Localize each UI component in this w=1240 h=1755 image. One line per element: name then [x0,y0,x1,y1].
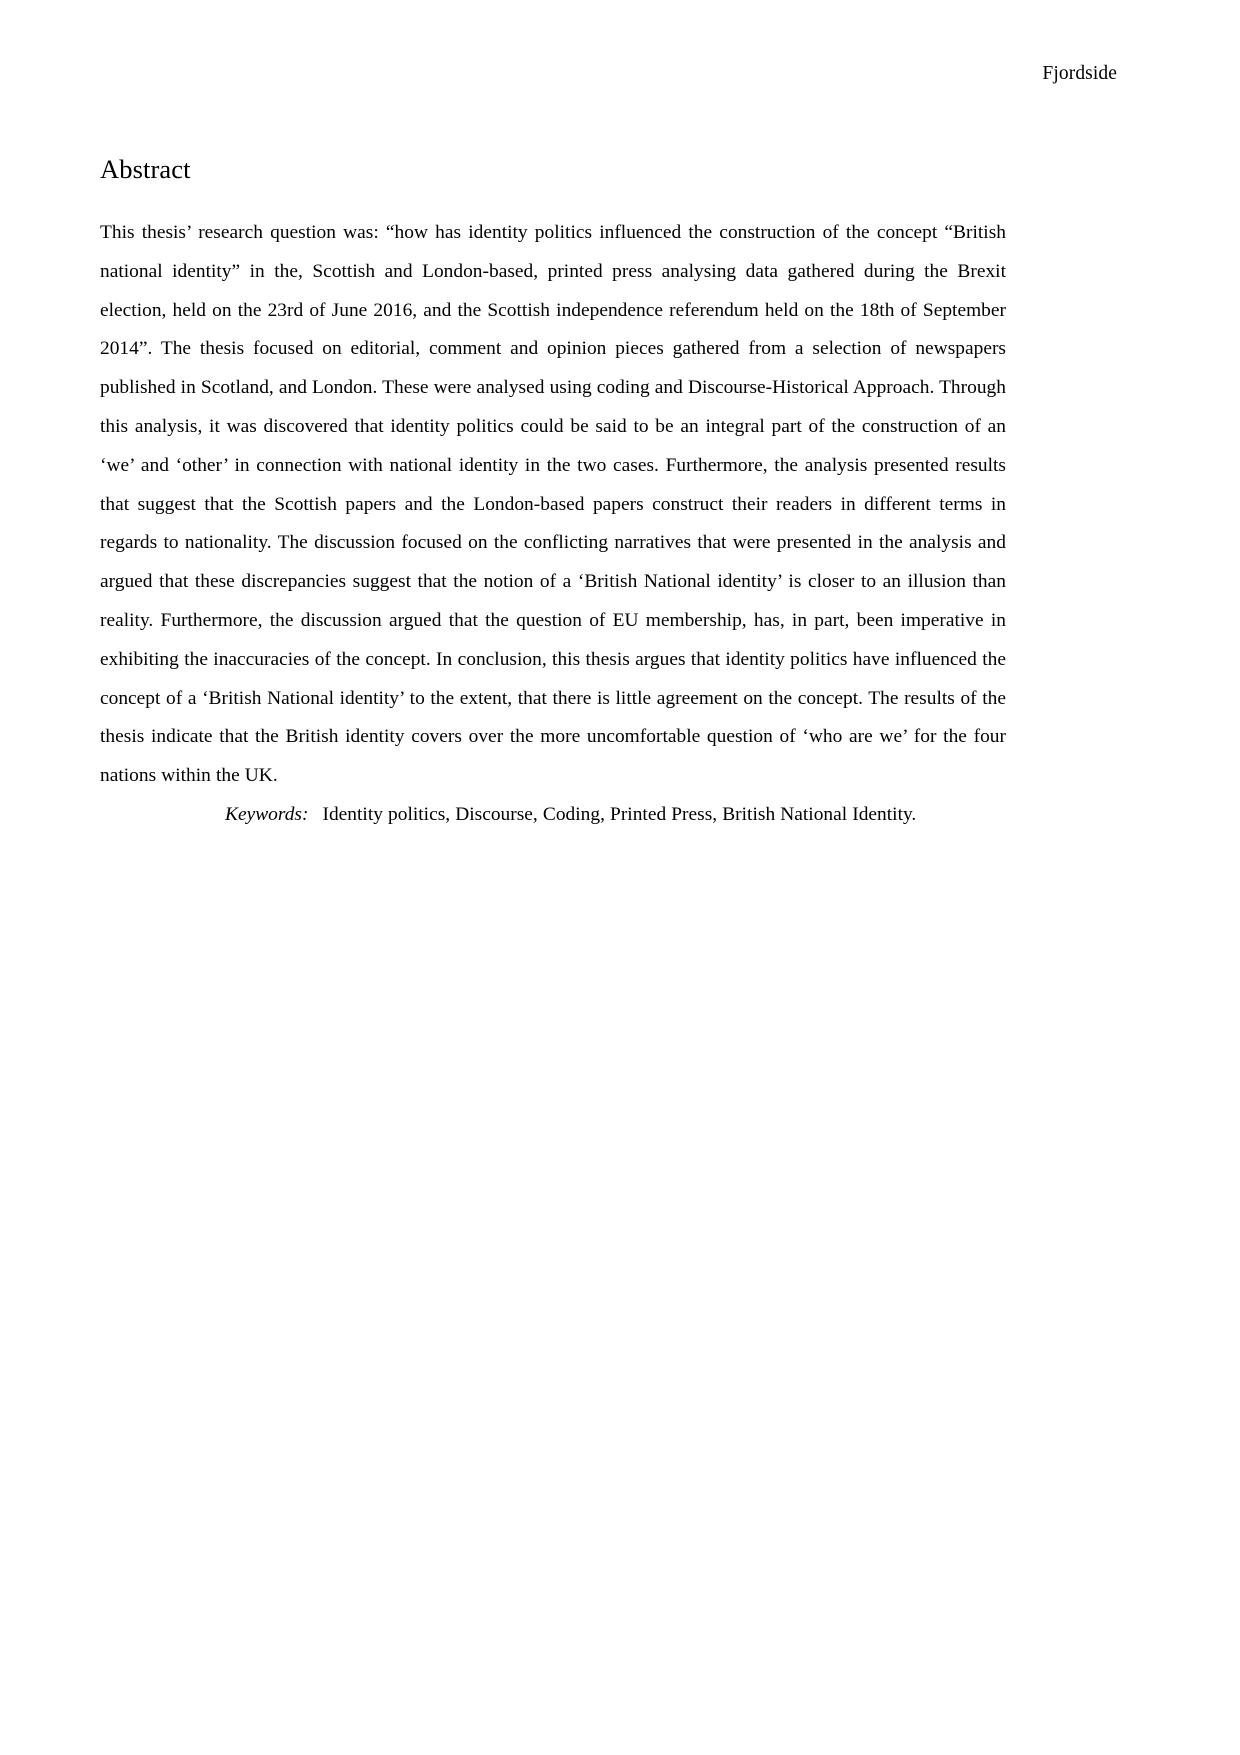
page-content [100,152,1006,835]
page-title: Abstract [100,154,191,184]
abstract-paragraph: This thesis’ research question was: “how has identity politics influenced the construction of the concept “British national identity” in the, Scottish and London-based, printed press analysing data gathered during the Brexit election, held on the 23rd of June 2016, and the Scottish independence referendum held on the 18th of September 2014”. The thesis focused on editorial, comment and opinion pieces gathered from a selection of newspapers published in Scotland, and London. These were analysed using coding and Discourse-Historical Approach. Through this analysis, it was discovered that identity politics could be said to be an integral part of the construction of an ‘we’ and ‘other’ in connection with national identity in the two cases. Furthermore, the analysis presented results that suggest that the Scottish papers and the London-based papers construct their readers in different terms in regards to nationality. The discussion focused on the conflicting narratives that were presented in the analysis and argued that these discrepancies suggest that the notion of a ‘British National identity’ is closer to an illusion than reality. Furthermore, the discussion argued that the question of EU membership, has, in part, been imperative in exhibiting the inaccuracies of the concept. In conclusion, this thesis argues that identity politics have influenced the concept of a ‘British National identity’ to the extent, that there is little agreement on the concept. The results of the thesis indicate that the British identity covers over the more uncomfortable question of ‘who are we’ for the four nations within the UK. [100,222,1006,787]
keywords-label: Keywords: [225,803,309,825]
keywords-paragraph [100,796,1006,835]
running-header: Fjordside [1042,63,1117,84]
keywords-list: Identity politics, Discourse, Coding, Printed Press, British National Identity. [322,803,917,825]
